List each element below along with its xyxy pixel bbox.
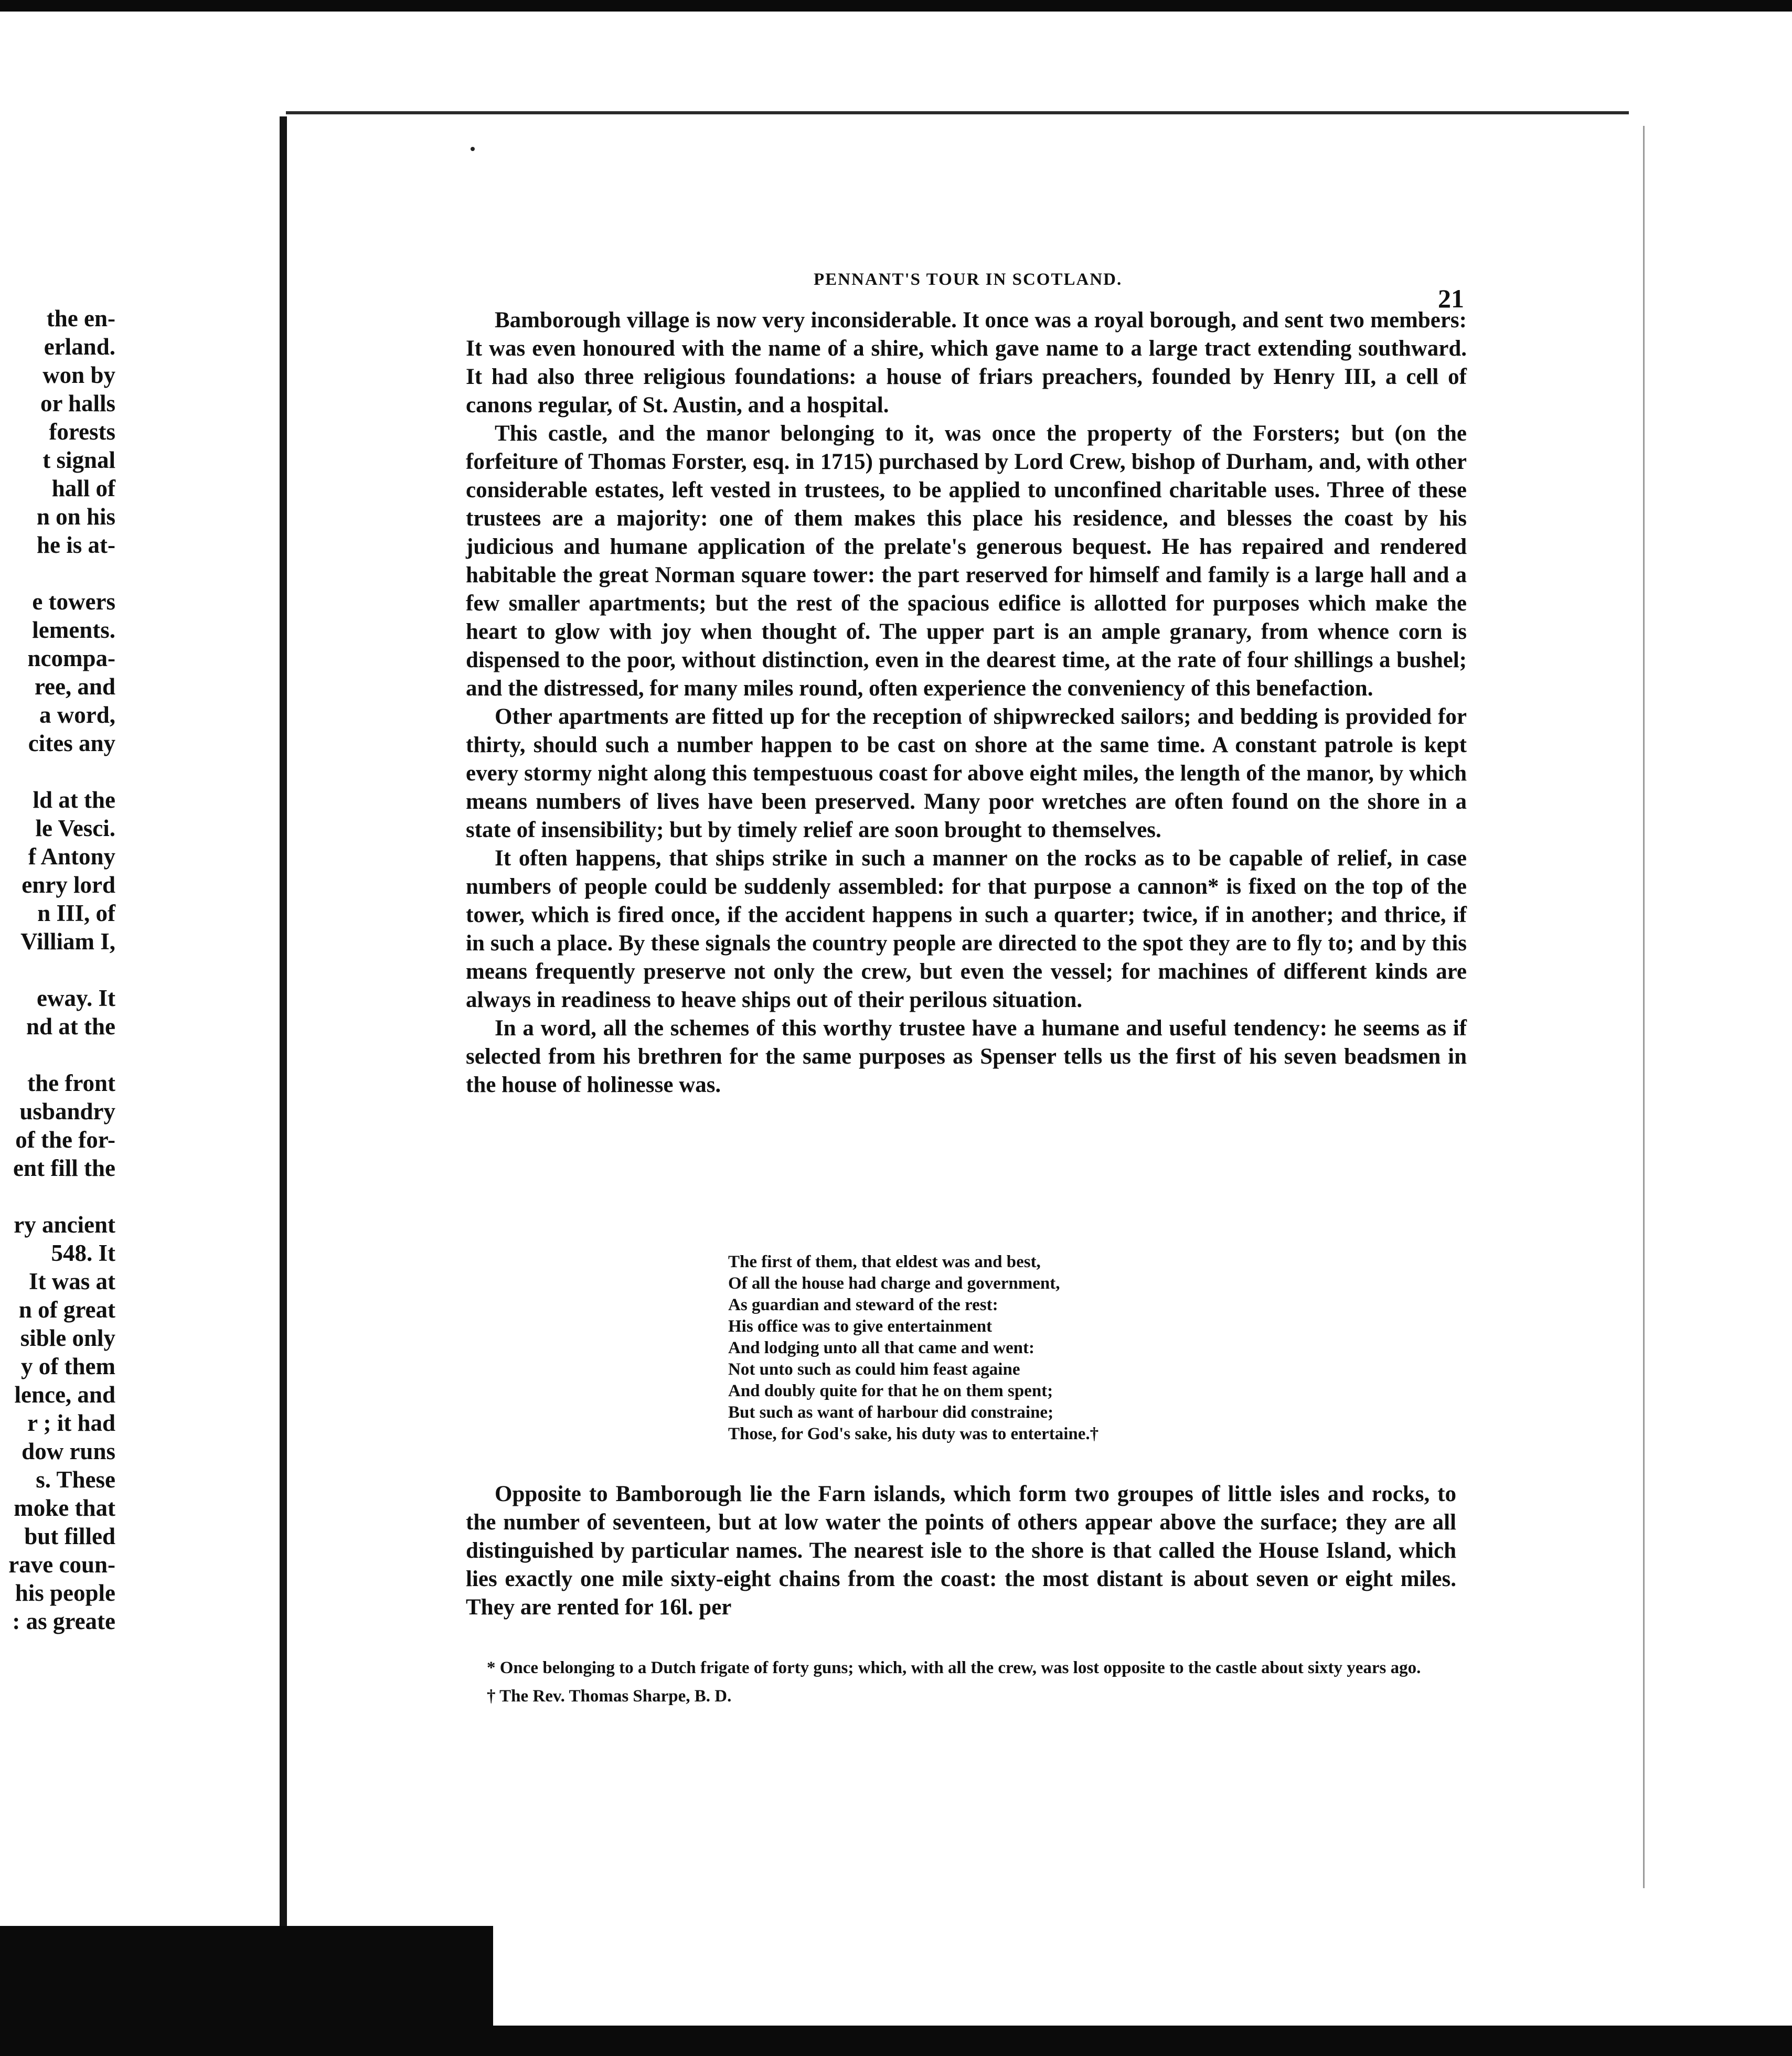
left-page-fragment: sible only	[20, 1325, 115, 1351]
left-page-fragment: cites any	[28, 730, 115, 756]
left-page-fragment: he is at-	[37, 532, 115, 558]
left-page-fragment: but filled	[24, 1523, 115, 1549]
left-page-fragment: nd at the	[26, 1013, 115, 1040]
verse-line: Those, for God's sake, his duty was to entertaine.†	[728, 1425, 1099, 1443]
left-page-fragment: usbandry	[19, 1098, 115, 1125]
left-page-fragment: eway. It	[37, 985, 115, 1011]
left-page-fragment: forests	[49, 419, 115, 445]
paragraph: Other apartments are fitted up for the reception of shipwrecked sailors; and bedding is provided for thirty, should such a number happen to be cast on shore at the same time. A constant patrole is kept every stormy night along this tempestuous coast for above eight miles, the length of the manor, by which means numbers of lives have been preserved. Many poor wretches are often found on the shore in a state of insensibility; but by timely relief are soon brought to themselves.	[466, 704, 1467, 842]
left-page-fragment: ry ancient	[14, 1212, 115, 1238]
scan-top-edge	[0, 0, 1792, 12]
left-page-fragment: a word,	[39, 702, 115, 728]
left-page-fragment: e towers	[32, 588, 115, 615]
left-page-fragment: ree, and	[34, 673, 115, 700]
verse-line: As guardian and steward of the rest:	[728, 1295, 998, 1314]
left-page-fragment: ld at the	[33, 787, 115, 813]
left-page-fragment: n of great	[18, 1297, 115, 1323]
verse-line: And doubly quite for that he on them spent;	[728, 1382, 1053, 1400]
print-mark	[471, 147, 475, 151]
footnote: * Once belonging to a Dutch frigate of forty guns; which, with all the crew, was lost opposite to the castle about sixty years ago.	[487, 1658, 1421, 1677]
left-page-fragment: or halls	[40, 390, 115, 416]
footnote: † The Rev. Thomas Sharpe, B. D.	[487, 1687, 732, 1706]
left-page-fragment: : as greate	[12, 1608, 115, 1634]
left-page-fragment: t signal	[42, 447, 115, 473]
left-page-fragment: his people	[15, 1580, 115, 1606]
left-page-fragment: erland.	[44, 334, 115, 360]
left-page-fragment: ent fill the	[13, 1155, 115, 1181]
footnotes	[466, 1657, 1452, 1714]
fragment-gap	[0, 1182, 115, 1211]
body-text	[466, 306, 1467, 1099]
left-page-fragment: lements.	[32, 617, 115, 643]
left-page-fragment: hall of	[51, 475, 115, 501]
left-page-fragment: the en-	[46, 305, 115, 331]
left-page-fragment: moke that	[14, 1495, 115, 1521]
scan-bottom-edge	[0, 2026, 1792, 2056]
fragment-gap	[0, 956, 115, 984]
left-page-fragment: s. These	[36, 1466, 115, 1493]
left-page-fragment: n III, of	[37, 900, 115, 926]
left-page-fragment: enry lord	[22, 872, 115, 898]
left-page-fragments	[0, 304, 115, 1635]
left-page-fragment: n on his	[36, 504, 115, 530]
running-head: PENNANT'S TOUR IN SCOTLAND.	[814, 270, 1123, 289]
left-page-fragment: f Antony	[28, 843, 115, 870]
left-page-fragment: ncompa-	[27, 645, 115, 671]
left-page-fragment: Villiam I,	[20, 928, 115, 955]
verse-quotation	[728, 1251, 1200, 1445]
scan-shadow-block	[0, 1926, 493, 2026]
paragraph: It often happens, that ships strike in such a manner on the rocks as to be capable of relief, in case numbers of people could be suddenly assembled: for that purpose a cannon* is fixed on the top of the tower, which is fired once, if the accident happens in such a quarter; twice, if in another; and thrice, if in such a place. By these signals the country people are directed to the spot they are to fly to; and by this means frequently preserve not only the crew, but even the vessel; for machines of different kinds are always in readiness to heave ships out of their perilous situation.	[466, 846, 1467, 1012]
verse-line: The first of them, that eldest was and best,	[728, 1252, 1041, 1271]
page-number: 21	[1438, 284, 1464, 313]
verse-line: And lodging unto all that came and went:	[728, 1338, 1034, 1357]
paragraph: In a word, all the schemes of this worthy trustee have a humane and useful tendency: he seems as if selected from his brethren for the same purposes as Spenser tells us the first of his seven beadsmen in the house of holinesse was.	[466, 1016, 1467, 1097]
left-page-fragment: le Vesci.	[35, 815, 115, 841]
verse-line: But such as want of harbour did constraine;	[728, 1403, 1054, 1422]
left-page-fragment: y of them	[21, 1353, 115, 1379]
closing-text	[466, 1480, 1456, 1622]
fragment-gap	[0, 757, 115, 786]
left-page-fragment: 548. It	[51, 1240, 115, 1266]
paragraph: Opposite to Bamborough lie the Farn islands, which form two groupes of little isles and rocks, to the number of seventeen, but at low water the points of others appear above the surface; they are all distinguished by particular names. The nearest isle to the shore is that called the House Island, which lies exactly one mile sixty-eight chains from the coast: the most distant is about seven or eight miles. They are rented for 16l. per	[466, 1482, 1456, 1620]
book-spine-shadow	[280, 116, 287, 1926]
page-top-edge	[286, 111, 1629, 114]
left-page-fragment: the front	[27, 1070, 115, 1096]
left-page-fragment: lence, and	[14, 1382, 115, 1408]
left-page-fragment: dow runs	[22, 1438, 115, 1464]
left-page-fragment: won by	[42, 362, 115, 388]
verse-line: Not unto such as could him feast againe	[728, 1360, 1020, 1379]
left-page-fragment: rave coun-	[8, 1551, 115, 1578]
paragraph: Bamborough village is now very inconsiderable. It once was a royal borough, and sent two members: It was even honoured with the name of a shire, which gave name to a large tract extending southward. It had also three religious foundations: a house of friars preachers, founded by Henry III, a cell of canons regular, of St. Austin, and a hospital.	[466, 308, 1467, 417]
fragment-gap	[0, 1041, 115, 1069]
left-page-fragment: It was at	[29, 1268, 115, 1294]
left-page-fragment: of the for-	[15, 1127, 115, 1153]
fragment-gap	[0, 559, 115, 587]
verse-line: Of all the house had charge and government,	[728, 1274, 1060, 1293]
page-right-edge	[1643, 126, 1645, 1888]
left-page-fragment: r ; it had	[27, 1410, 115, 1436]
paragraph: This castle, and the manor belonging to it, was once the property of the Forsters; but (on the forfeiture of Thomas Forster, esq. in 1715) purchased by Lord Crew, bishop of Durham, and, with other considerable estates, left vested in trustees, to be applied to unconfined charitable uses. Three of these trustees are a majority: one of them makes this place his residence, and blesses the coast by his judicious and humane application of the prelate's generous bequest. He has repaired and rendered habitable the great Norman square tower: the part reserved for himself and family is a large hall and a few smaller apartments; but the rest of the spacious edifice is allotted for purposes which make the heart to glow with joy when thought of. The upper part is an ample granary, from whence corn is dispensed to the poor, without distinction, even in the dearest time, at the rate of four shillings a bushel; and the distressed, for many miles round, often experience the conveniency of this benefaction.	[466, 421, 1467, 701]
verse-line: His office was to give entertainment	[728, 1317, 993, 1336]
